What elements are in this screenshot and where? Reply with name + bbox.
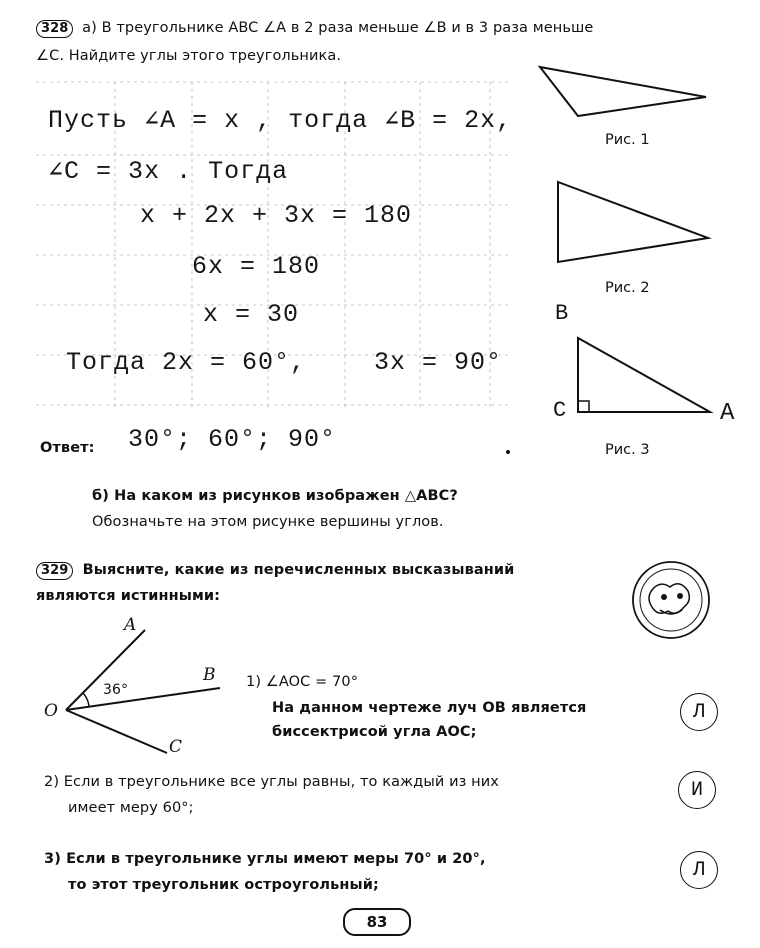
- answer-label: Ответ:: [40, 440, 95, 456]
- figure-3-vertex-b: B: [555, 301, 570, 326]
- statement-2-line-1: 2) Если в треугольнике все углы равны, то каждый из них: [44, 774, 499, 790]
- figure-2-caption: Рис. 2: [605, 280, 650, 296]
- solution-line-6a: Тогда 2x = 60°,: [66, 348, 307, 377]
- part-b-line-1: б) На каком из рисунков изображен △ABC?: [92, 488, 458, 504]
- answer-value: 30°; 60°; 90°: [128, 425, 337, 454]
- diagram-label-o: O: [44, 701, 58, 721]
- statement-3-line-1: 3) Если в треугольнике углы имеют меры 70° и 20°,: [44, 851, 486, 867]
- figure-1-caption: Рис. 1: [605, 132, 650, 148]
- task-328-statement-line-2: ∠C. Найдите углы этого треугольника.: [36, 48, 342, 64]
- statement-2-line-2: имеет меру 60°;: [68, 800, 194, 816]
- statement-1-mark: Л: [680, 693, 718, 731]
- solution-line-6b: 3x = 90°: [374, 348, 503, 377]
- task-328-statement-line-1: В треугольнике ABC ∠A в 2 раза меньше ∠B и в 3 раза меньше: [101, 20, 594, 36]
- solution-line-3: x + 2x + 3x = 180: [140, 201, 413, 230]
- diagram-label-b: B: [203, 665, 216, 685]
- page-number: 83: [343, 908, 411, 936]
- diagram-angle-label: 36°: [103, 682, 129, 698]
- figure-3-caption: Рис. 3: [605, 442, 650, 458]
- task-328-part-a-label: а): [82, 20, 97, 36]
- statement-1-line-3: биссектрисой угла AOC;: [272, 724, 477, 740]
- part-b-line-2: Обозначьте на этом рисунке вершины углов.: [92, 514, 444, 530]
- figure-3-vertex-a: A: [720, 400, 736, 427]
- diagram-label-a: A: [124, 615, 137, 635]
- solution-line-5: x = 30: [203, 300, 300, 329]
- statement-3-mark: Л: [680, 851, 718, 889]
- diagram-label-c: C: [169, 737, 183, 757]
- task-329-statement-line-1: Выясните, какие из перечисленных высказываний: [82, 562, 515, 578]
- task-329-number: 329: [36, 562, 73, 580]
- task-329-statement-line-2: являются истинными:: [36, 588, 221, 604]
- statement-3-line-2: то этот треугольник остроугольный;: [68, 877, 379, 893]
- task-328-number: 328: [36, 20, 73, 38]
- statement-2-mark: И: [678, 771, 716, 809]
- solution-line-2: ∠C = 3x . Тогда: [48, 157, 289, 186]
- figure-3-vertex-c: C: [553, 398, 568, 423]
- solution-line-4: 6x = 180: [192, 252, 321, 281]
- statement-1-line-2: На данном чертеже луч OB является: [272, 700, 587, 716]
- statement-1-line-1: 1) ∠AOC = 70°: [246, 674, 359, 690]
- solution-line-1: Пусть ∠A = x , тогда ∠B = 2x,: [48, 106, 513, 135]
